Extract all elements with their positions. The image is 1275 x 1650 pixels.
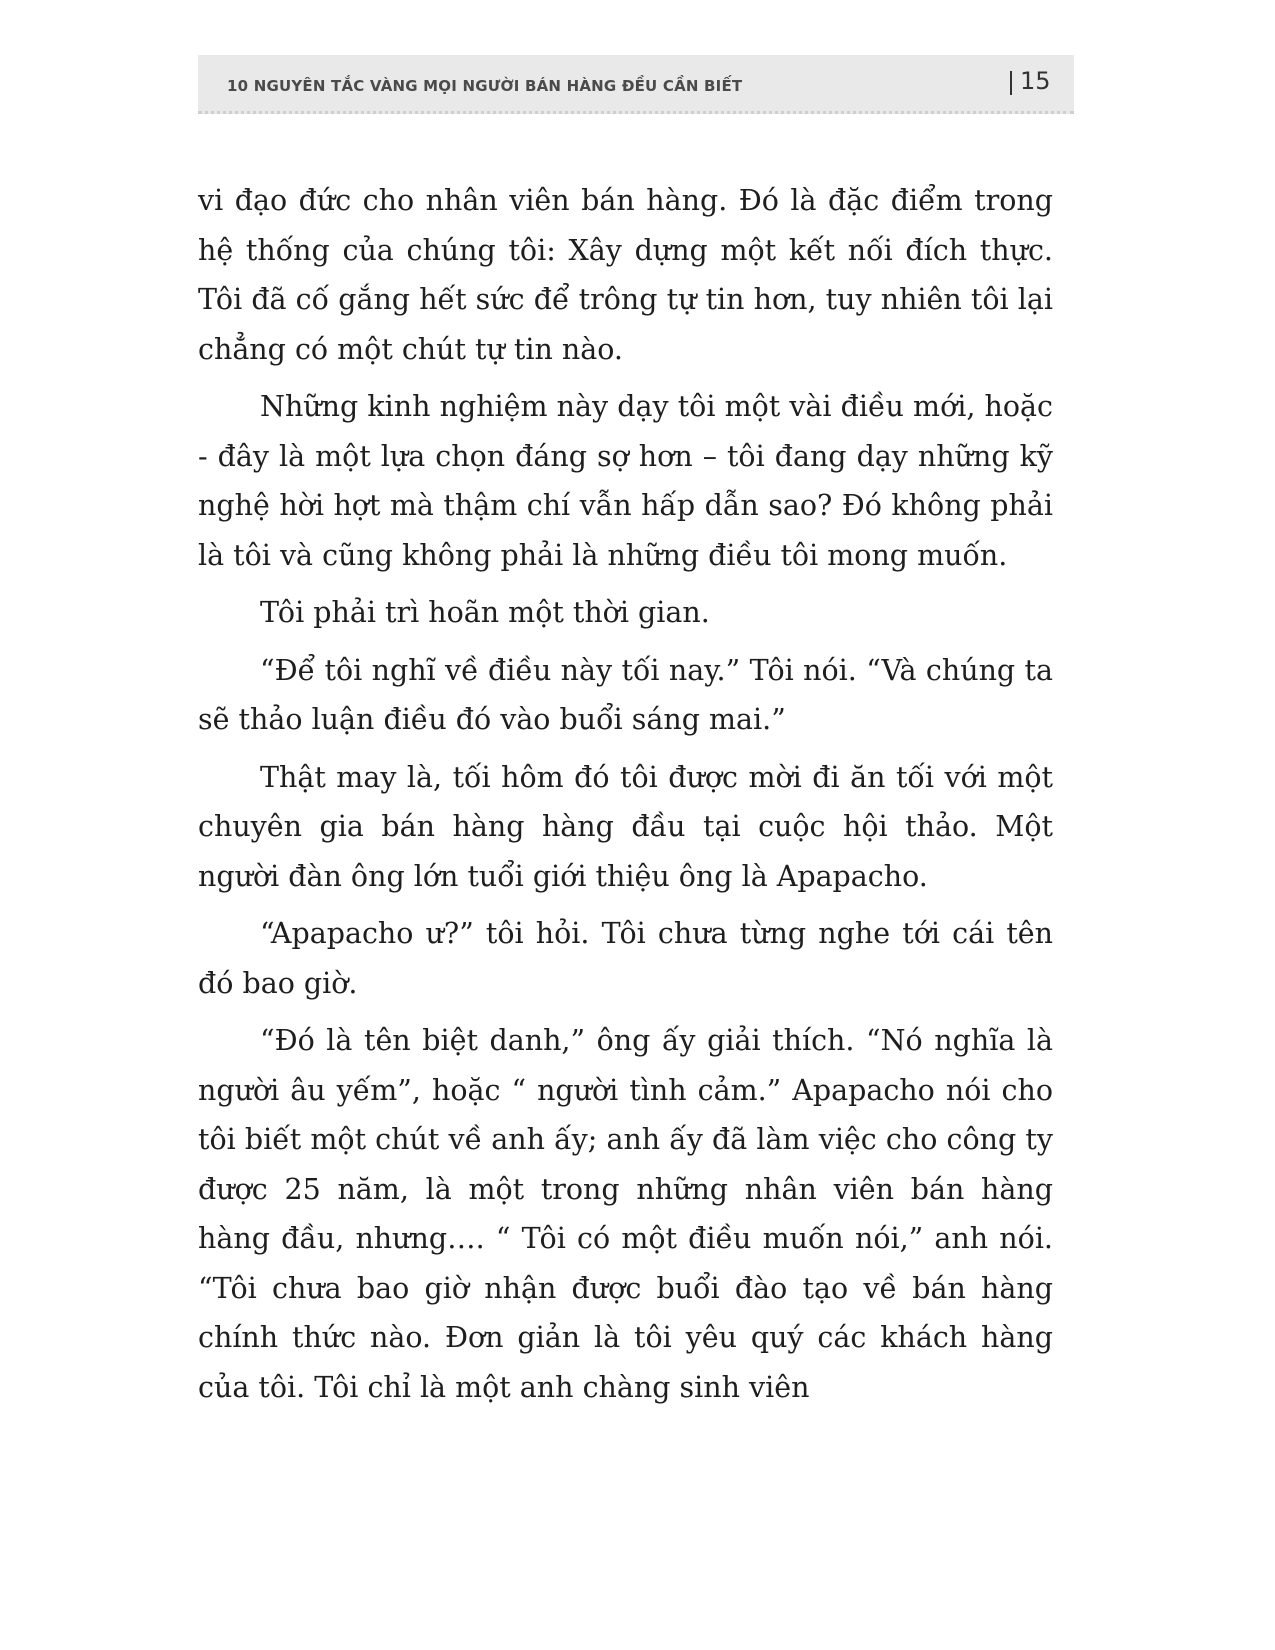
paragraph: “Đó là tên biệt danh,” ông ấy giải thích. “Nó nghĩa là người âu yếm”, hoặc “ người tình cảm.” Apapacho nói cho tôi biết một chút về anh ấy; anh ấy đã làm việc cho công ty được 25 năm, là một trong những nhân viên bán hàng hàng đầu, nhưng…. “ Tôi có một điều muốn nói,” anh nói. “Tôi chưa bao giờ nhận được buổi đào tạo về bán hàng chính thức nào. Đơn giản là tôi yêu quý các khách hàng của tôi. Tôi chỉ là một anh chàng sinh viên: [198, 1024, 1053, 1404]
running-header: [198, 55, 1074, 114]
paragraph: vi đạo đức cho nhân viên bán hàng. Đó là đặc điểm trong hệ thống của chúng tôi: Xây dựng một kết nối đích thực. Tôi đã cố gắng hết sức để trông tự tin hơn, tuy nhiên tôi lại chẳng có một chút tự tin nào.: [198, 184, 1053, 366]
paragraph: Thật may là, tối hôm đó tôi được mời đi ăn tối với một chuyên gia bán hàng hàng đầu tại cuộc hội thảo. Một người đàn ông lớn tuổi giới thiệu ông là Apapacho.: [198, 760, 1053, 893]
header-divider: [1010, 71, 1012, 95]
paragraph: “Apapacho ư?” tôi hỏi. Tôi chưa từng nghe tới cái tên đó bao giờ.: [198, 917, 1053, 1000]
page-number: 15: [1020, 67, 1051, 95]
body-text: [198, 176, 1053, 1420]
paragraph: Tôi phải trì hoãn một thời gian.: [260, 596, 710, 629]
book-title: 10 NGUYÊN TẮC VÀNG MỌI NGƯỜI BÁN HÀNG ĐỀU CẦN BIẾT: [227, 77, 743, 95]
paragraph: Những kinh nghiệm này dạy tôi một vài điều mới, hoặc - đây là một lựa chọn đáng sợ hơn – tôi đang dạy những kỹ nghệ hời hợt mà thậm chí vẫn hấp dẫn sao? Đó không phải là tôi và cũng không phải là những điều tôi mong muốn.: [198, 390, 1053, 572]
paragraph: “Để tôi nghĩ về điều này tối nay.” Tôi nói. “Và chúng ta sẽ thảo luận điều đó vào buổi sáng mai.”: [198, 653, 1053, 736]
